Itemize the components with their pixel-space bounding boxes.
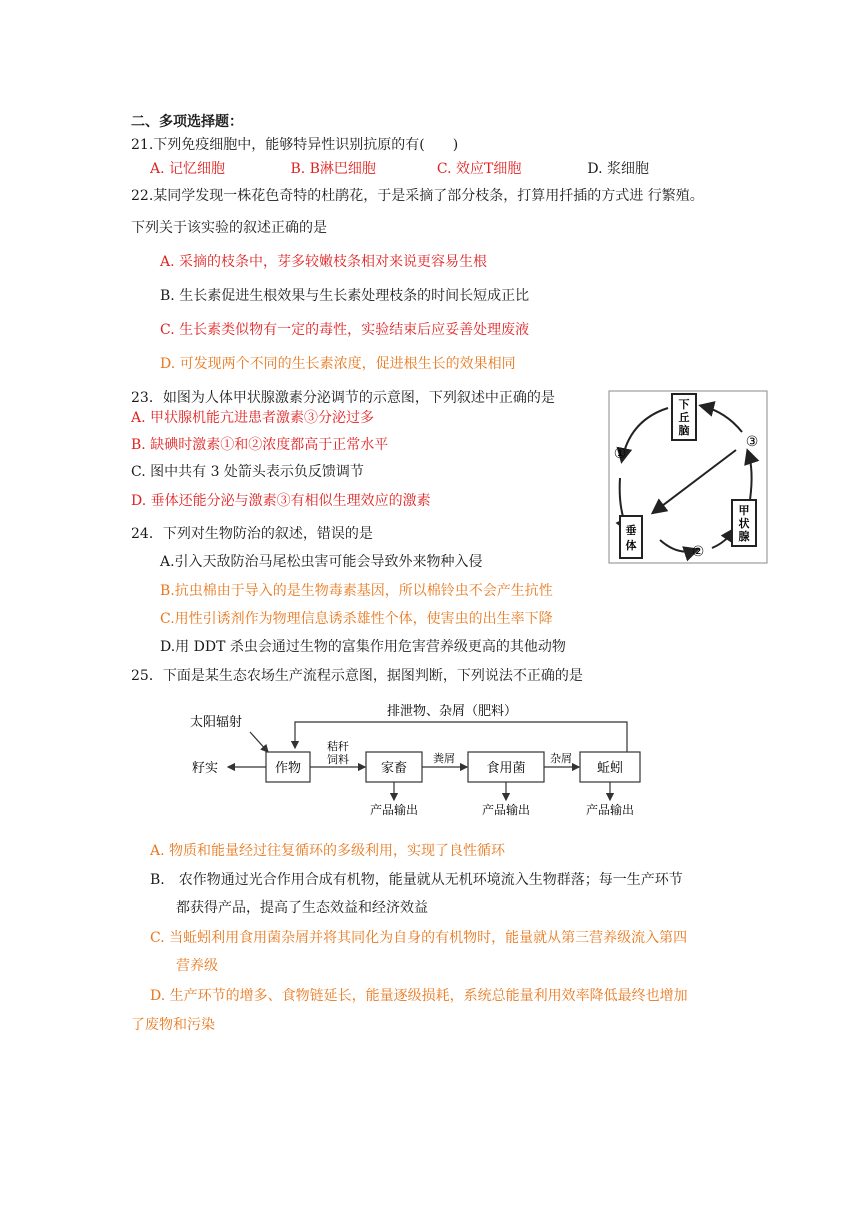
q23-option-b[interactable]: B. 缺碘时激素①和②浓度都高于正常水平	[131, 437, 389, 453]
label-feed: 饲料	[327, 753, 349, 766]
q25-stem: 25．下面是某生态农场生产流程示意图，据图判断，下列说法不正确的是	[131, 668, 583, 684]
q25-option-b-line1[interactable]: B. 农作物通过光合作用合成有机物，能量就从无机环境流入生物群落；每一生产环节	[150, 872, 683, 888]
label-scraps: 杂屑	[550, 752, 572, 765]
q25-option-a[interactable]: A. 物质和能量经过往复循环的多级利用，实现了良性循环	[150, 843, 506, 859]
q25-option-d-line1[interactable]: D. 生产环节的增多、食物链延长，能量逐级损耗，系统总能量利用效率降低最终也增加	[150, 988, 688, 1004]
q24-stem: 24．下列对生物防治的叙述，错误的是	[131, 526, 373, 542]
q22-option-d[interactable]: D. 可发现两个不同的生长素浓度，促进根生长的效果相同	[160, 356, 516, 372]
node-pituitary-c1: 垂	[625, 524, 637, 537]
q24-option-b[interactable]: B.抗虫棉由于导入的是生物毒素基因，所以棉铃虫不会产生抗性	[160, 583, 553, 599]
label-output-livestock: 产品输出	[369, 803, 419, 817]
label-fungi: 食用菌	[486, 761, 526, 776]
label-crop: 作物	[274, 761, 302, 776]
q21-options	[150, 160, 649, 178]
node-thyroid-c1: 甲	[738, 504, 750, 517]
q24-option-c[interactable]: C.用性引诱剂作为物理信息诱杀雄性个体，使害虫的出生率下降	[160, 611, 553, 627]
label-seeds: 籽实	[192, 761, 219, 776]
label-dung: 粪屑	[433, 752, 455, 765]
q24-option-a[interactable]: A.引入天敌防治马尾松虫害可能会导致外来物种入侵	[160, 554, 483, 570]
section-title: 二、多项选择题：	[131, 114, 243, 130]
label-earthworm: 蚯蚓	[596, 761, 624, 776]
label-3: ③	[745, 434, 759, 450]
q22-option-c[interactable]: C. 生长素类似物有一定的毒性，实验结束后应妥善处理废液	[160, 322, 530, 338]
label-1: ①	[613, 446, 627, 462]
node-hypothalamus-c1: 下	[678, 398, 690, 411]
node-thyroid-c3: 腺	[738, 530, 750, 543]
q21-option-a[interactable]: A. 记忆细胞	[150, 161, 226, 177]
node-thyroid-c2: 状	[738, 517, 750, 530]
q23-option-d[interactable]: D. 垂体还能分泌与激素③有相似生理效应的激素	[131, 493, 431, 509]
q25-option-c-line2[interactable]: 营养级	[176, 958, 218, 974]
thyroid-regulation-diagram	[608, 390, 768, 564]
q21-option-d[interactable]: D. 浆细胞	[587, 161, 649, 177]
q22-option-a[interactable]: A. 采摘的枝条中，芽多较嫩枝条相对来说更容易生根	[160, 254, 488, 270]
q25-option-b-line2[interactable]: 都获得产品，提高了生态效益和经济效益	[176, 900, 428, 916]
q22-stem-line1: 22.某同学发现一株花色奇特的杜鹃花，于是采摘了部分枝条，打算用扦插的方式进 行繁殖。	[131, 188, 704, 204]
label-output-earthworm: 产品输出	[585, 803, 635, 817]
label-2: ②	[691, 544, 705, 560]
label-sun: 太阳辐射	[190, 715, 243, 730]
label-output-fungi: 产品输出	[481, 803, 531, 817]
label-livestock: 家畜	[380, 761, 408, 776]
node-hypothalamus-c3: 脑	[678, 424, 690, 437]
q21-option-c[interactable]: C. 效应T细胞	[436, 161, 522, 177]
q24-option-d[interactable]: D.用 DDT 杀虫会通过生物的富集作用危害营养级更高的其他动物	[160, 639, 566, 655]
q25-option-c-line1[interactable]: C. 当蚯蚓利用食用菌杂屑并将其同化为自身的有机物时，能量就从第三营养级流入第四	[150, 930, 688, 946]
q23-option-c[interactable]: C. 图中共有 3 处箭头表示负反馈调节	[131, 464, 364, 480]
q22-option-b[interactable]: B. 生长素促进生根效果与生长素处理枝条的时间长短成正比	[160, 288, 530, 304]
q21-stem: 21.下列免疫细胞中，能够特异性识别抗原的有( )	[131, 137, 459, 153]
q23-stem: 23．如图为人体甲状腺激素分泌调节的示意图，下列叙述中正确的是	[131, 390, 555, 406]
node-pituitary-c2: 体	[625, 539, 637, 552]
node-hypothalamus-c2: 丘	[678, 411, 690, 424]
q23-option-a[interactable]: A. 甲状腺机能亢进患者激素③分泌过多	[131, 410, 375, 426]
eco-farm-flow-diagram	[180, 700, 660, 820]
q22-stem-line2: 下列关于该实验的叙述正确的是	[131, 220, 327, 236]
arrow-sun-to-crop	[250, 732, 268, 752]
q25-option-d-line2[interactable]: 了废物和污染	[131, 1017, 215, 1033]
label-straw: 秸秆	[327, 740, 349, 753]
q21-option-b[interactable]: B. B淋巴细胞	[290, 161, 376, 177]
label-fertilizer: 排泄物、杂屑（肥料）	[386, 704, 518, 719]
